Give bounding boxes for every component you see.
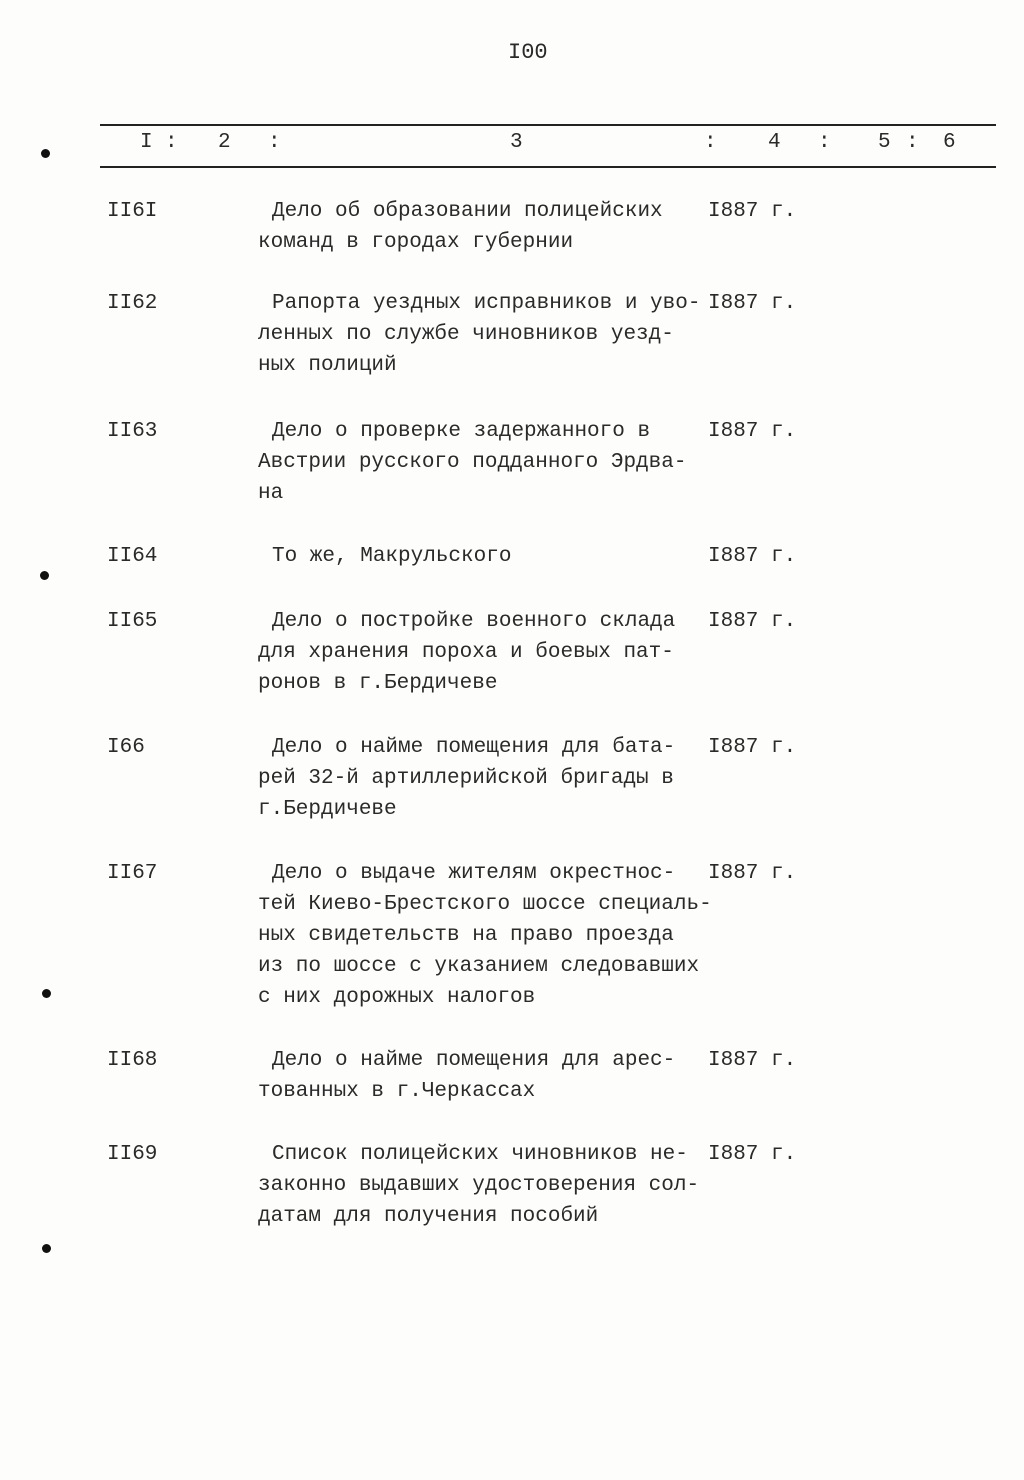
file-year: I887 г. — [708, 200, 797, 223]
file-number: I66 — [107, 736, 145, 759]
file-title — [258, 196, 718, 258]
col-2-header: 2 — [218, 131, 231, 154]
col-separator: : — [906, 131, 919, 154]
file-title — [258, 288, 718, 381]
title-line: Дело о постройке военного склада — [272, 610, 676, 633]
col-3-header: 3 — [510, 131, 523, 154]
punch-hole — [42, 989, 51, 998]
col-6-header: 6 — [943, 131, 956, 154]
col-separator: : — [268, 131, 281, 154]
punch-hole — [41, 149, 50, 158]
punch-hole — [42, 1244, 51, 1253]
col-4-header: 4 — [768, 131, 781, 154]
title-line: с них дорожных налогов — [258, 986, 536, 1009]
title-line: Дело об образовании полицейских — [272, 200, 663, 223]
file-number: II63 — [107, 420, 158, 443]
punch-hole — [40, 571, 49, 580]
header-bottom-rule — [100, 166, 996, 168]
title-line: Дело о найме помещения для бата- — [272, 736, 676, 759]
file-title — [258, 1045, 718, 1107]
file-number: II68 — [107, 1049, 158, 1072]
file-number: II6I — [107, 200, 158, 223]
col-separator: : — [818, 131, 831, 154]
file-number: II62 — [107, 292, 158, 315]
title-line: датам для получения пособий — [258, 1205, 599, 1228]
title-line: тованных в г.Черкассах — [258, 1080, 536, 1103]
title-line: Список полицейских чиновников не- — [272, 1143, 688, 1166]
file-title — [258, 606, 718, 699]
title-line: ронов в г.Бердичеве — [258, 672, 498, 695]
file-number: II64 — [107, 545, 158, 568]
file-year: I887 г. — [708, 1143, 797, 1166]
title-line: Австрии русского подданного Эрдва- — [258, 451, 687, 474]
title-line: из по шоссе с указанием следовавших — [258, 955, 700, 978]
title-line: рей 32-й артиллерийской бригады в — [258, 767, 674, 790]
file-title — [258, 541, 718, 572]
file-year: I887 г. — [708, 420, 797, 443]
col-1-header: I — [140, 131, 153, 154]
title-line: на — [258, 482, 284, 505]
title-line: законно выдавших удостоверения сол- — [258, 1174, 700, 1197]
file-number: II65 — [107, 610, 158, 633]
file-title — [258, 732, 718, 825]
title-line: Дело о проверке задержанного в — [272, 420, 651, 443]
title-line: ных полиций — [258, 354, 397, 377]
title-line: команд в городах губернии — [258, 231, 574, 254]
file-title — [258, 858, 718, 1013]
title-line: Дело о выдаче жителям окрестнос- — [272, 862, 676, 885]
file-year: I887 г. — [708, 292, 797, 315]
file-title — [258, 416, 718, 509]
title-line: ных свидетельств на право проезда — [258, 924, 674, 947]
file-number: II67 — [107, 862, 158, 885]
title-line: г.Бердичеве — [258, 798, 397, 821]
title-line: То же, Макрульского — [272, 545, 512, 568]
file-year: I887 г. — [708, 862, 797, 885]
file-title — [258, 1139, 718, 1232]
header-top-rule — [100, 124, 996, 126]
title-line: Рапорта уездных исправников и уво- — [272, 292, 701, 315]
title-line: тей Киево-Брестского шоссе специаль- — [258, 893, 712, 916]
file-year: I887 г. — [708, 736, 797, 759]
col-separator: : — [704, 131, 717, 154]
file-year: I887 г. — [708, 610, 797, 633]
title-line: ленных по службе чиновников уезд- — [258, 323, 674, 346]
page-number: I00 — [508, 40, 548, 65]
title-line: Дело о найме помещения для арес- — [272, 1049, 676, 1072]
file-year: I887 г. — [708, 545, 797, 568]
col-5-header: 5 — [878, 131, 891, 154]
file-year: I887 г. — [708, 1049, 797, 1072]
col-separator: : — [165, 131, 178, 154]
file-number: II69 — [107, 1143, 158, 1166]
title-line: для хранения пороха и боевых пат- — [258, 641, 674, 664]
